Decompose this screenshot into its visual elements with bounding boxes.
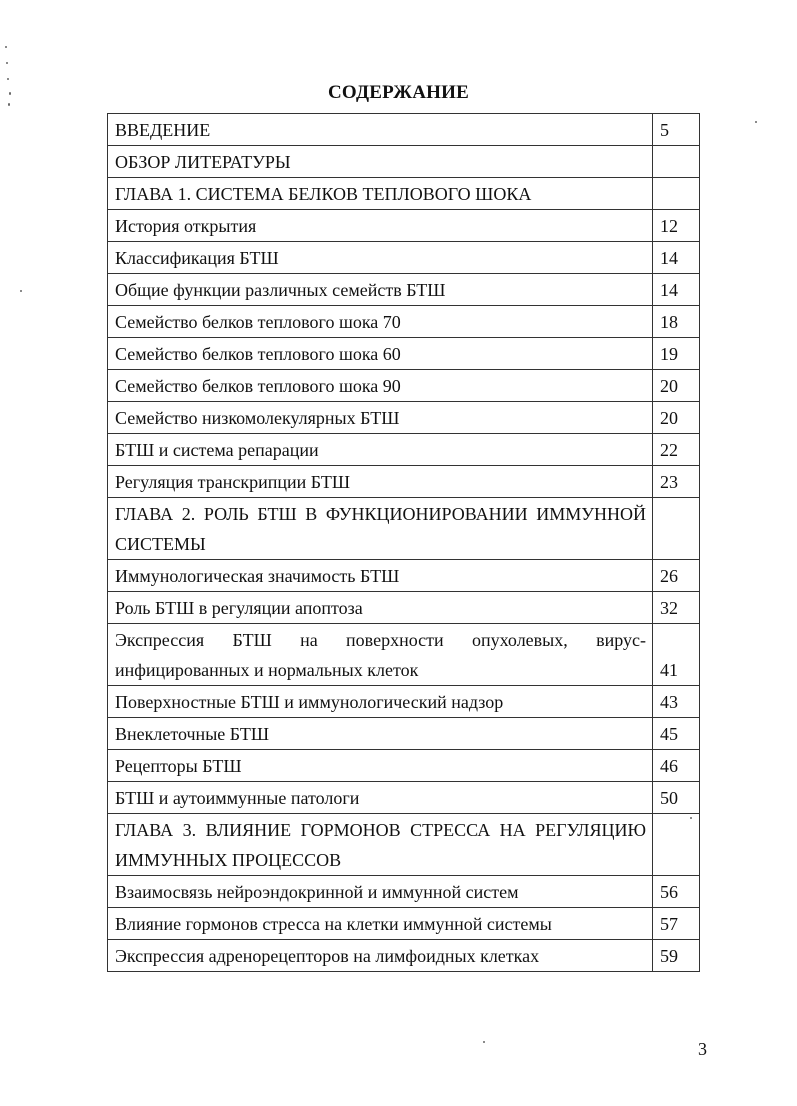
scan-speck — [690, 817, 692, 819]
toc-entry-title: ОБЗОР ЛИТЕРАТУРЫ — [108, 146, 653, 178]
table-of-contents — [107, 113, 700, 972]
toc-entry-title: БТШ и система репарации — [108, 434, 653, 466]
toc-row — [108, 592, 700, 624]
toc-entry-title: Экспрессия БТШ на поверхности опухолевых, вирус-инфицированных и нормальных клеток — [108, 624, 653, 686]
toc-row — [108, 686, 700, 718]
toc-entry-title: Экспрессия адренорецепторов на лимфоидных клетках — [108, 940, 653, 972]
toc-row — [108, 370, 700, 402]
toc-entry-title: Общие функции различных семейств БТШ — [108, 274, 653, 306]
toc-entry-page: 20 — [653, 370, 700, 402]
toc-entry-page: 12 — [653, 210, 700, 242]
toc-entry-title: Семейство низкомолекулярных БТШ — [108, 402, 653, 434]
page-title: СОДЕРЖАНИЕ — [328, 82, 469, 103]
toc-row — [108, 624, 700, 686]
toc-entry-title: Иммунологическая значимость БТШ — [108, 560, 653, 592]
toc-entry-title: Влияние гормонов стресса на клетки иммунной системы — [108, 908, 653, 940]
toc-entry-page: 32 — [653, 592, 700, 624]
toc-row — [108, 402, 700, 434]
toc-entry-title: ГЛАВА 1. СИСТЕМА БЕЛКОВ ТЕПЛОВОГО ШОКА — [108, 178, 653, 210]
toc-entry-title: Классификация БТШ — [108, 242, 653, 274]
toc-entry-page: 23 — [653, 466, 700, 498]
scan-speck — [755, 121, 757, 123]
toc-entry-page: 41 — [653, 624, 700, 686]
toc-row — [108, 434, 700, 466]
toc-entry-page — [653, 146, 700, 178]
toc-row — [108, 498, 700, 560]
toc-entry-page: 14 — [653, 274, 700, 306]
toc-row — [108, 782, 700, 814]
toc-entry-page: 14 — [653, 242, 700, 274]
toc-entry-title: Поверхностные БТШ и иммунологический надзор — [108, 686, 653, 718]
toc-entry-title: Регуляция транскрипции БТШ — [108, 466, 653, 498]
toc-entry-page: 18 — [653, 306, 700, 338]
toc-entry-page: 22 — [653, 434, 700, 466]
toc-entry-page: 50 — [653, 782, 700, 814]
toc-entry-page — [653, 178, 700, 210]
toc-entry-page: 56 — [653, 876, 700, 908]
toc-row — [108, 908, 700, 940]
toc-entry-page: 57 — [653, 908, 700, 940]
toc-entry-title: Внеклеточные БТШ — [108, 718, 653, 750]
toc-entry-page: 59 — [653, 940, 700, 972]
toc-entry-page — [653, 814, 700, 876]
toc-row — [108, 940, 700, 972]
toc-row — [108, 178, 700, 210]
toc-row — [108, 306, 700, 338]
toc-entry-page — [653, 498, 700, 560]
toc-entry-page: 46 — [653, 750, 700, 782]
toc-entry-page: 20 — [653, 402, 700, 434]
toc-entry-title: БТШ и аутоиммунные патологи — [108, 782, 653, 814]
toc-row — [108, 338, 700, 370]
toc-row — [108, 876, 700, 908]
toc-entry-page: 5 — [653, 114, 700, 146]
toc-entry-page: 43 — [653, 686, 700, 718]
toc-entry-title: ГЛАВА 2. РОЛЬ БТШ В ФУНКЦИОНИРОВАНИИ ИММУННОЙ СИСТЕМЫ — [108, 498, 653, 560]
toc-row — [108, 718, 700, 750]
page-number: 3 — [698, 1039, 707, 1059]
scan-speck — [20, 290, 22, 292]
scan-speck — [6, 62, 8, 64]
toc-entry-page: 45 — [653, 718, 700, 750]
toc-entry-title: ВВЕДЕНИЕ — [108, 114, 653, 146]
toc-row — [108, 466, 700, 498]
toc-entry-title: Рецепторы БТШ — [108, 750, 653, 782]
toc-row — [108, 814, 700, 876]
toc-row — [108, 146, 700, 178]
toc-entry-page: 19 — [653, 338, 700, 370]
scan-speck — [7, 78, 9, 80]
toc-entry-page: 26 — [653, 560, 700, 592]
toc-entry-title: Взаимосвязь нейроэндокринной и иммунной систем — [108, 876, 653, 908]
scan-speck — [8, 103, 10, 106]
toc-entry-title: Семейство белков теплового шока 60 — [108, 338, 653, 370]
toc-entry-title: Семейство белков теплового шока 70 — [108, 306, 653, 338]
scan-speck — [483, 1041, 485, 1043]
toc-row — [108, 750, 700, 782]
toc-entry-title: История открытия — [108, 210, 653, 242]
toc-row — [108, 114, 700, 146]
toc-entry-title: ГЛАВА 3. ВЛИЯНИЕ ГОРМОНОВ СТРЕССА НА РЕГУЛЯЦИЮ ИММУННЫХ ПРОЦЕССОВ — [108, 814, 653, 876]
toc-entry-title: Семейство белков теплового шока 90 — [108, 370, 653, 402]
scan-speck — [5, 46, 7, 48]
toc-entry-title: Роль БТШ в регуляции апоптоза — [108, 592, 653, 624]
toc-row — [108, 242, 700, 274]
scan-speck — [9, 92, 11, 95]
toc-row — [108, 560, 700, 592]
toc-row — [108, 274, 700, 306]
toc-row — [108, 210, 700, 242]
